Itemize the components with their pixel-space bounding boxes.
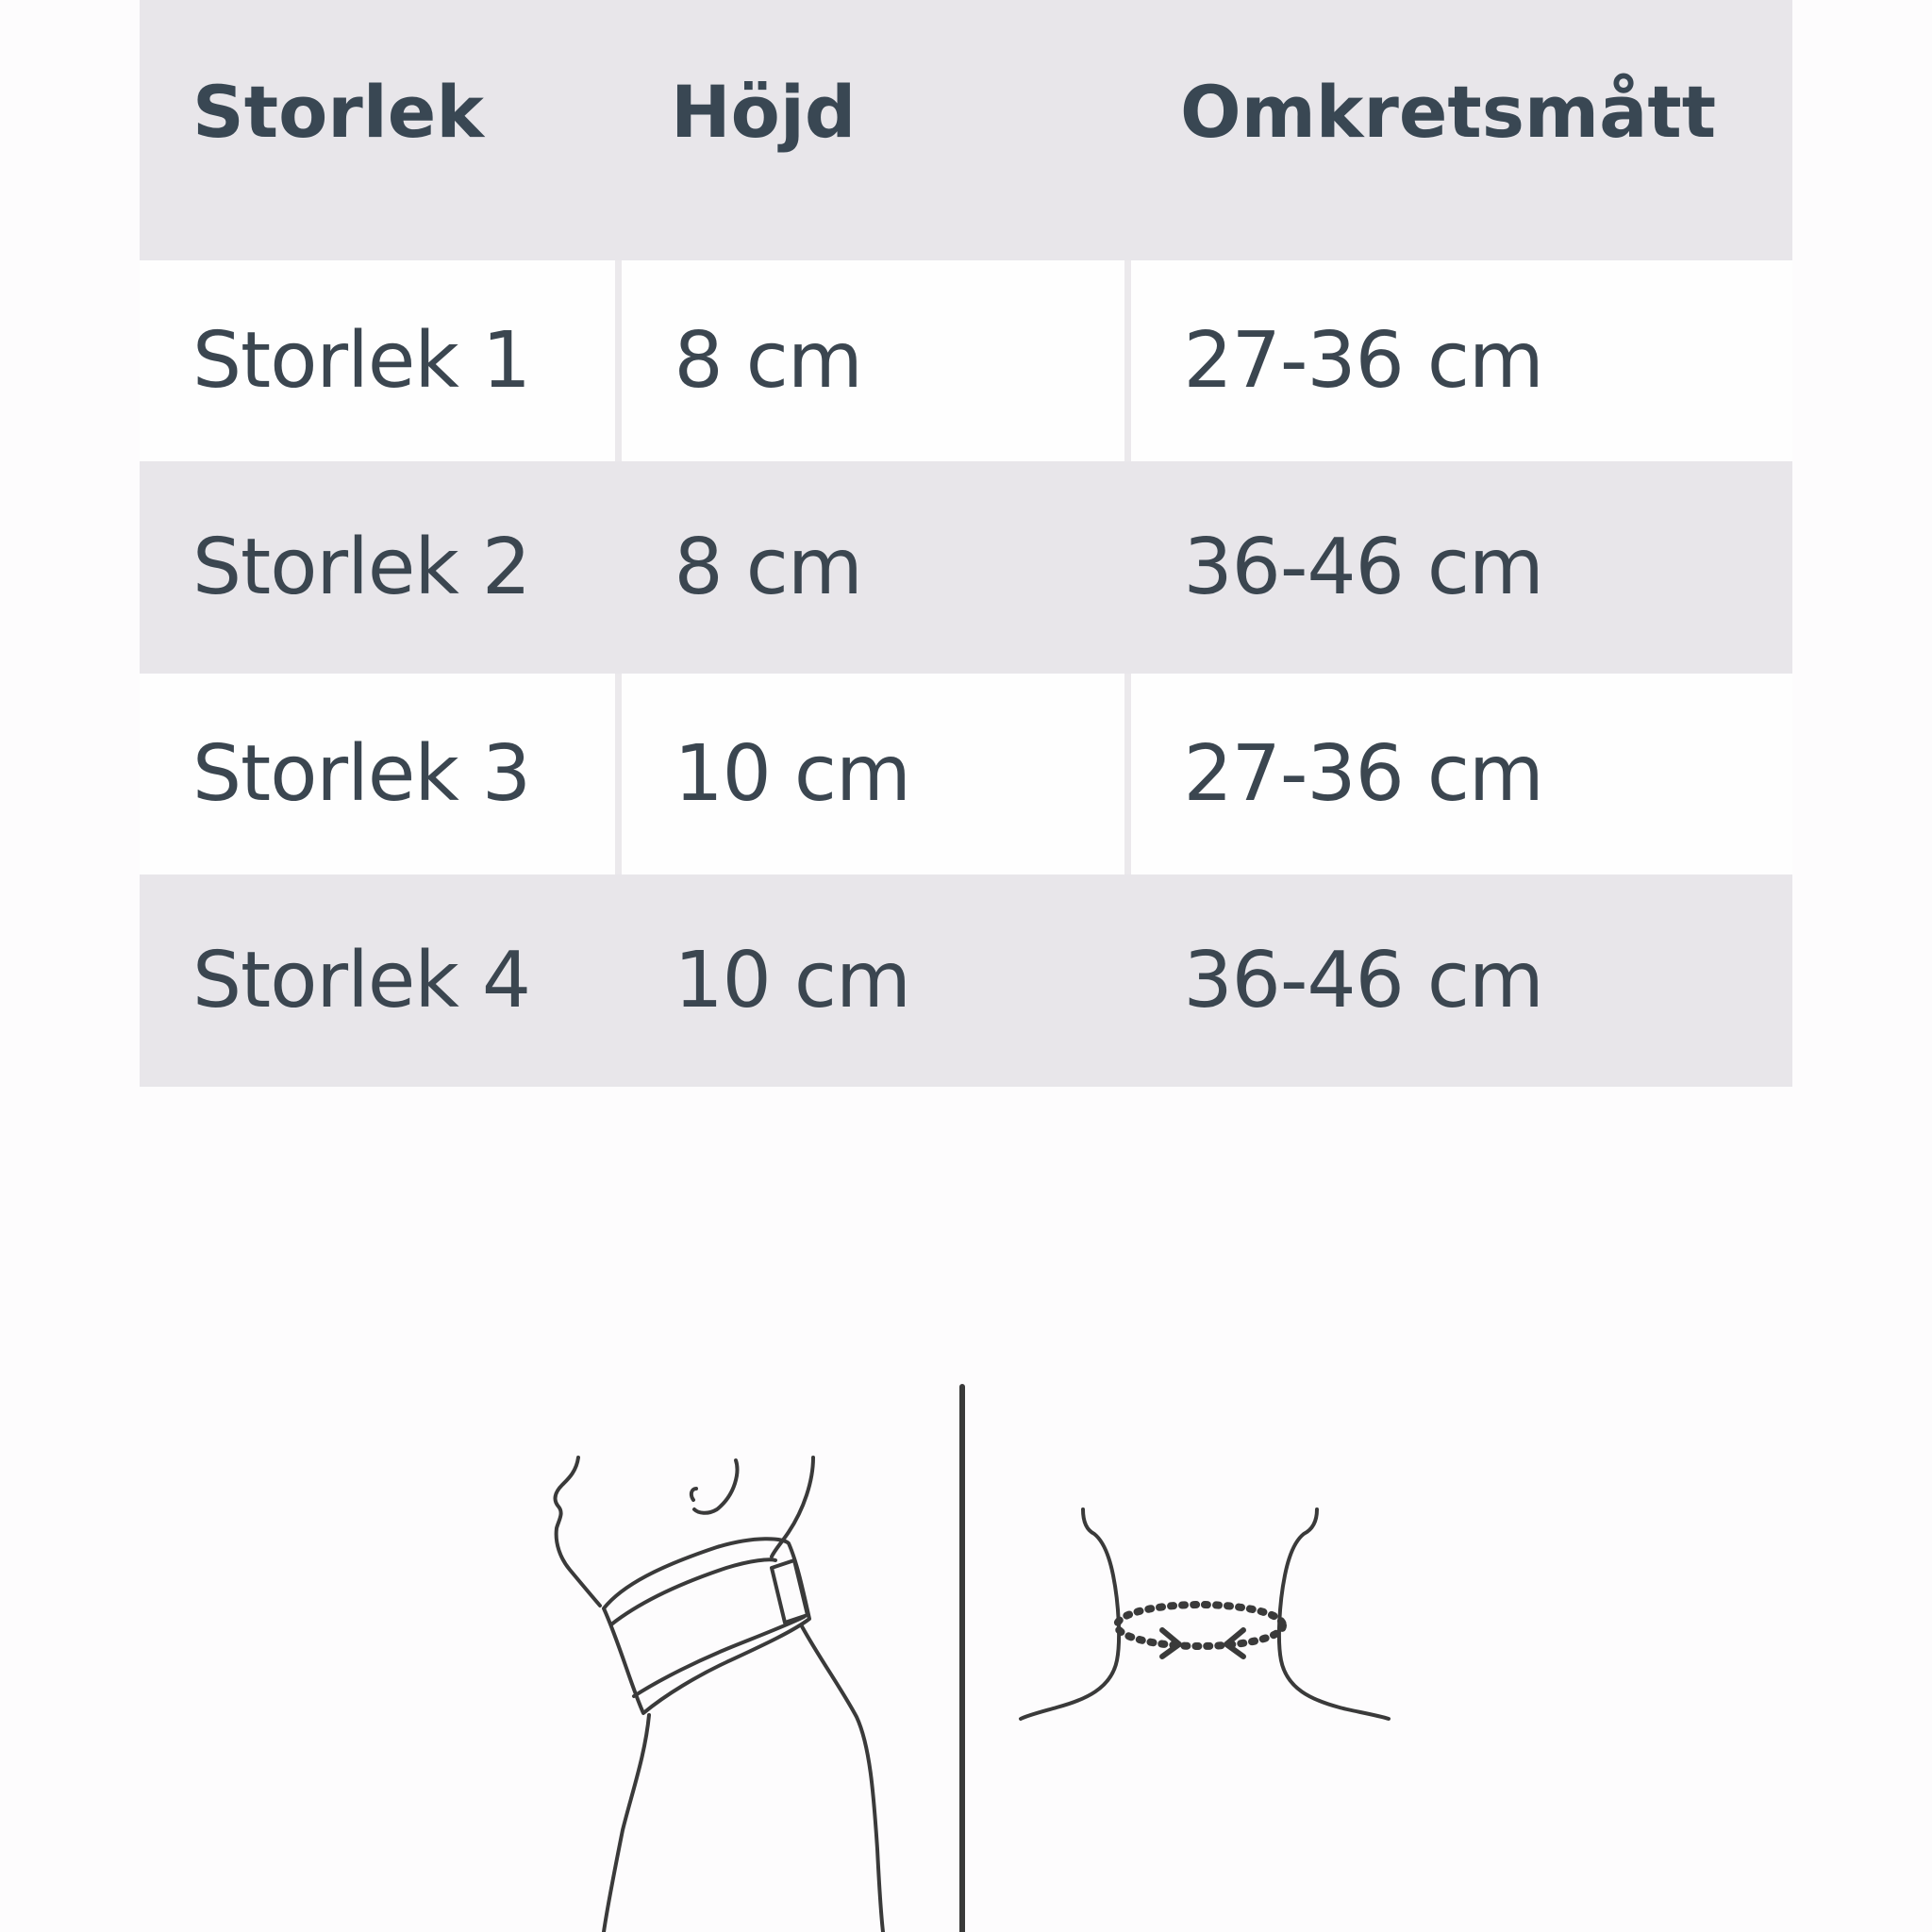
neck-measurement-icon <box>1021 1509 1389 1719</box>
header-size: Storlek <box>140 0 618 260</box>
header-circumference: Omkretsmått <box>1127 0 1792 260</box>
front-neck-line <box>604 1715 649 1932</box>
back-neck-shoulder-line <box>802 1626 883 1932</box>
cell-circumference: 36-46 cm <box>1127 874 1792 1087</box>
back-of-head-line <box>772 1457 813 1557</box>
face-profile-line <box>556 1457 600 1606</box>
cell-size: Storlek 3 <box>140 674 618 874</box>
collar-side-view-icon <box>556 1457 883 1932</box>
collar-fastener <box>772 1560 808 1623</box>
table-header-row <box>140 0 1792 260</box>
table-row <box>140 874 1792 1087</box>
collar-band-bottom <box>634 1617 804 1696</box>
cell-size: Storlek 4 <box>140 874 618 1087</box>
cell-height: 10 cm <box>618 874 1127 1087</box>
cell-height: 10 cm <box>618 674 1127 874</box>
size-table <box>140 0 1792 1087</box>
cell-size: Storlek 2 <box>140 461 618 674</box>
cell-circumference: 27-36 cm <box>1127 260 1792 461</box>
right-neck-line <box>1279 1509 1389 1719</box>
table-row <box>140 260 1792 461</box>
fitting-illustration <box>0 1358 1932 1932</box>
header-height: Höjd <box>618 0 1127 260</box>
collar-band-top <box>611 1559 775 1624</box>
table-row <box>140 461 1792 674</box>
circumference-dotted-line <box>1117 1605 1283 1646</box>
table-row <box>140 674 1792 874</box>
cell-height: 8 cm <box>618 260 1127 461</box>
cell-height: 8 cm <box>618 461 1127 674</box>
cell-circumference: 36-46 cm <box>1127 461 1792 674</box>
cell-size: Storlek 1 <box>140 260 618 461</box>
cell-circumference: 27-36 cm <box>1127 674 1792 874</box>
left-neck-line <box>1021 1509 1119 1719</box>
chin-mark <box>691 1460 738 1513</box>
